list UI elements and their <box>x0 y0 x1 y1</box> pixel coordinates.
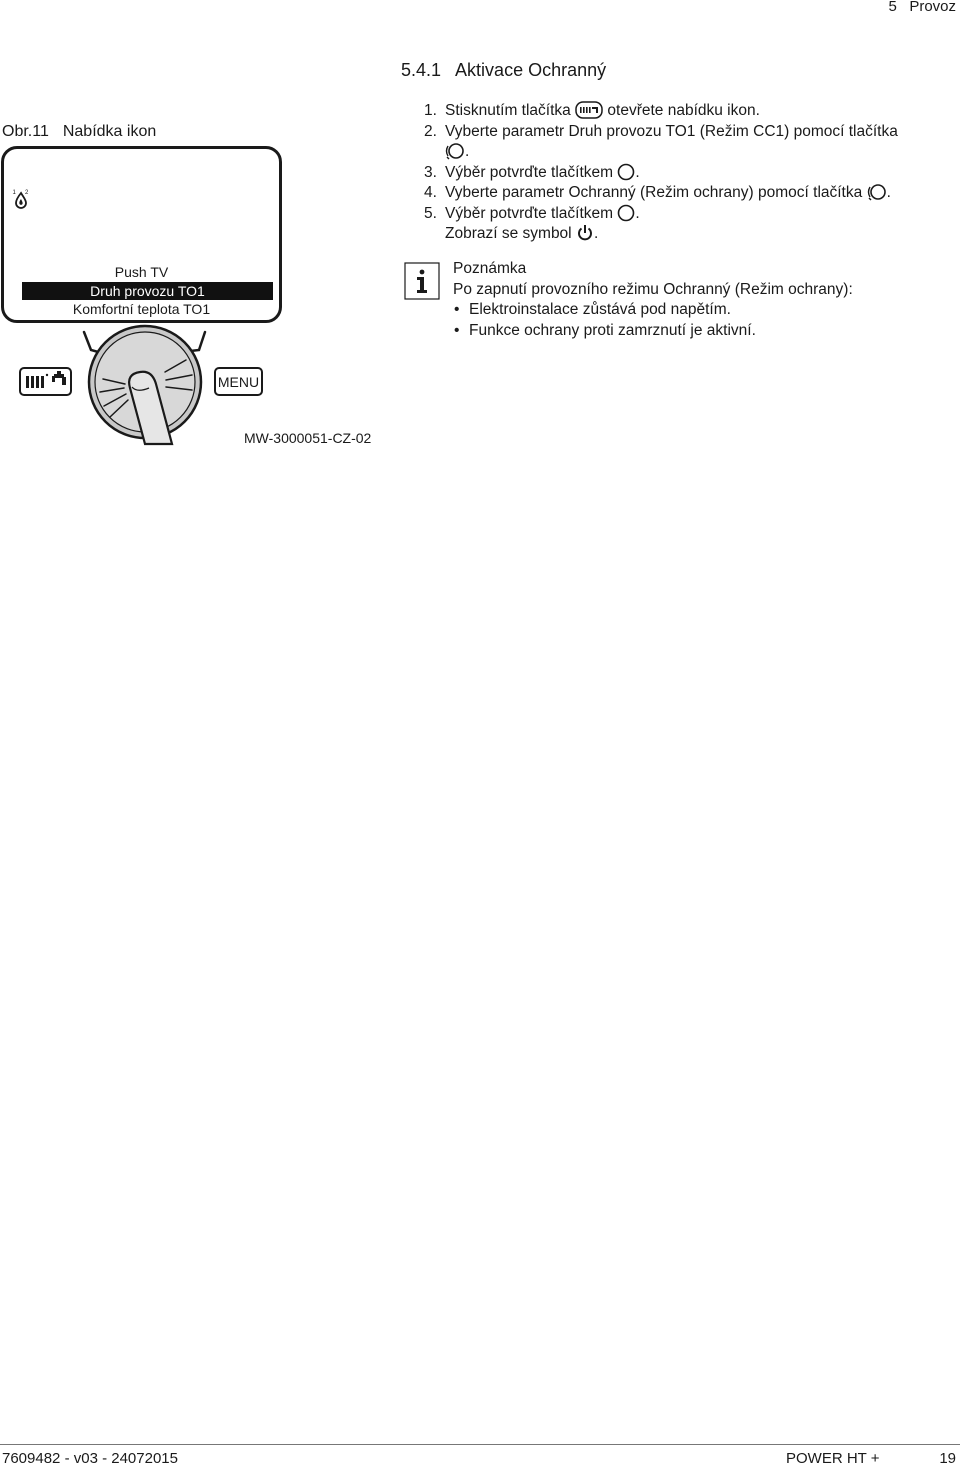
note-intro <box>453 280 953 301</box>
header-section-number: 5 <box>888 0 897 15</box>
step-text: (Režim CC1) pomocí tlačítka <box>699 122 898 140</box>
confirm-knob-icon <box>617 163 635 181</box>
running-header <box>888 0 956 15</box>
step-result-text: Zobrazí se symbol <box>445 225 572 242</box>
step-2: 2. Vyberte parametr Druh provozu TO1 (Režim CC1) pomocí tlačítka . <box>424 122 898 160</box>
footer-page-number: 19 <box>939 1450 956 1467</box>
heating-dhw-button-icon <box>575 101 603 119</box>
step-3: 3. Výběr potvrďte tlačítkem . <box>424 163 954 184</box>
control-knob-illustration <box>0 322 290 447</box>
procedure-steps <box>424 101 954 245</box>
note-bullet: • Elektroinstalace zůstává pod napětím. <box>453 300 953 321</box>
section-title: Aktivace Ochranný <box>455 60 607 80</box>
note-bullet: • Funkce ochrany proti zamrznutí je aktivní. <box>453 321 953 342</box>
note-intro-text: (Režim ochrany): <box>734 280 853 298</box>
note-title: Poznámka <box>453 260 527 277</box>
step-1 <box>424 101 954 122</box>
step-number: 2. <box>424 122 437 140</box>
display-menu-line-selected: Druh provozu TO1 <box>22 282 273 300</box>
display-menu-line-push-tv: Push TV <box>114 264 169 280</box>
flame-icon <box>12 189 30 209</box>
figure-caption <box>2 123 156 141</box>
note-intro-text: Po zapnutí provozního režimu <box>453 280 659 298</box>
note-block <box>453 259 953 341</box>
figure-id: MW-3000051-CZ-02 <box>244 430 372 446</box>
parameter-name: Druh provozu TO1 <box>568 122 696 140</box>
step-number: 1. <box>424 102 437 119</box>
flame-index-left: 1 <box>12 190 16 196</box>
info-icon <box>404 262 440 300</box>
section-heading <box>401 60 606 81</box>
header-section-name: Provoz <box>909 0 956 15</box>
step-text: (Režim ochrany) pomocí tlačítka <box>640 184 863 201</box>
step-text: Vyberte parametr <box>445 122 565 140</box>
step-text: Stisknutím tlačítka <box>445 102 571 119</box>
section-number: 5.4.1 <box>401 60 442 80</box>
step-text: otevřete nabídku ikon. <box>607 102 760 119</box>
step-text: Výběr potvrďte tlačítkem <box>445 163 614 181</box>
step-text: Výběr potvrďte tlačítkem <box>445 204 614 222</box>
footer-rule <box>0 1444 960 1445</box>
rotary-knob-icon <box>867 183 887 201</box>
step-number: 4. <box>424 184 437 201</box>
menu-button <box>215 368 262 395</box>
rotary-knob-icon <box>445 142 465 160</box>
display-menu-line-comfort-temp: Komfortní teplota TO1 <box>72 301 211 317</box>
menu-button-label: MENU <box>217 374 260 390</box>
confirm-knob-icon <box>617 204 635 222</box>
flame-index-right: 2 <box>25 190 29 196</box>
figure-label: Obr.11 <box>2 123 49 140</box>
parameter-name: Ochranný <box>568 184 636 201</box>
step-number: 3. <box>424 163 437 181</box>
step-number: 5. <box>424 204 437 222</box>
figure-caption-text: Nabídka ikon <box>62 123 157 140</box>
step-text: Vyberte parametr <box>445 184 565 201</box>
step-5: 5. Výběr potvrďte tlačítkem . Zobrazí se symbol . <box>424 204 640 242</box>
footer-product: POWER HT + <box>786 1450 880 1467</box>
step-4: 4. Vyberte parametr Ochranný (Režim ochrany) pomocí tlačítka . <box>424 183 954 204</box>
power-icon <box>576 224 594 242</box>
heating-dhw-button <box>20 368 71 395</box>
note-parameter: Ochranný <box>663 280 731 298</box>
footer-doc-id: 7609482 - v03 - 24072015 <box>2 1450 178 1467</box>
control-panel-display <box>1 146 282 323</box>
